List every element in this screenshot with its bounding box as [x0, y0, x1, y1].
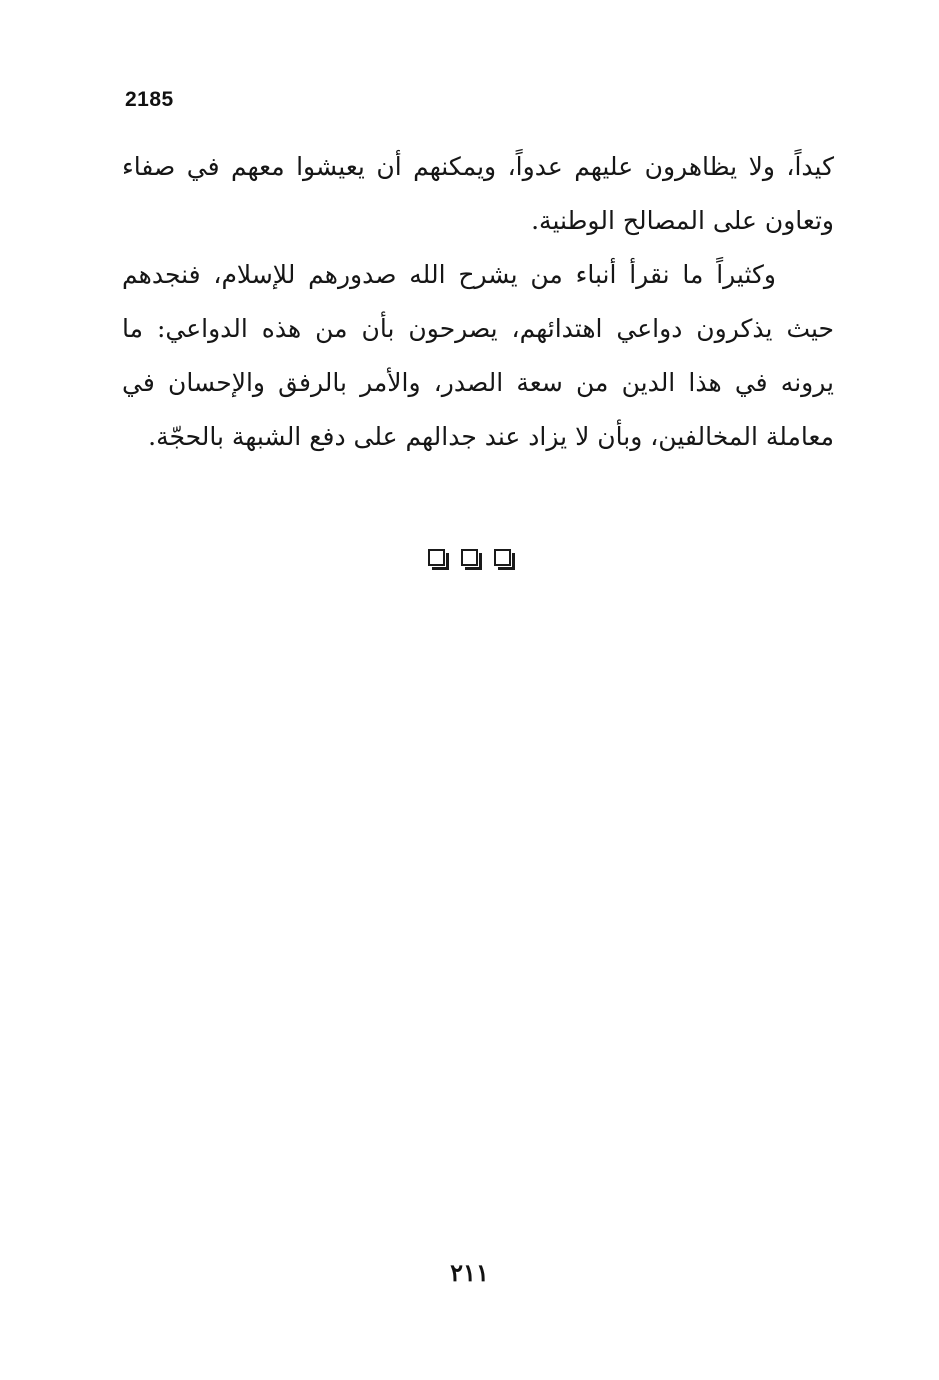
shadowed-square-icon — [494, 549, 511, 566]
page-number: ٢١١ — [450, 1258, 489, 1287]
paragraph: وكثيراً ما نقرأ أنباء من يشرح الله صدورهم للإسلام، فنجدهم حيث يذكرون دواعي اهتدائهم، يصرحون بأن من هذه الدواعي: ما يرونه في هذا الدين من سعة الصدر، والأمر بالرفق والإحسان في معاملة المخالفين، وبأن لا يزاد عند جدالهم على دفع الشبهة بالحجّة. — [122, 260, 834, 451]
scan-id: 2185 — [125, 88, 174, 111]
body-text — [122, 140, 834, 464]
shadowed-square-icon — [428, 549, 445, 566]
section-separator — [0, 549, 939, 566]
shadowed-square-icon — [461, 549, 478, 566]
paragraph: كيداً، ولا يظاهرون عليهم عدواً، ويمكنهم أن يعيشوا معهم في صفاء وتعاون على المصالح الوطنية. — [122, 152, 834, 235]
